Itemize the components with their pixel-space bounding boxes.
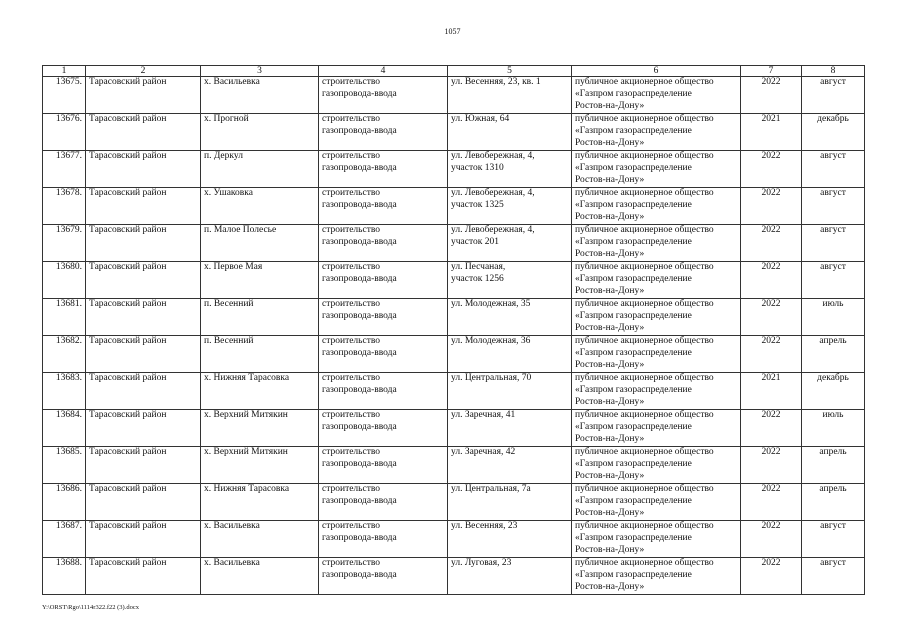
year-cell: 2022 [741, 410, 802, 447]
locality-cell: х. Васильевка [201, 558, 319, 595]
year-cell: 2022 [741, 262, 802, 299]
organization-cell: публичное акционерное общество «Газпром газораспределение Ростов-на-Дону» [572, 521, 741, 558]
column-header-7: 7 [741, 66, 802, 77]
organization-cell: публичное акционерное общество «Газпром газораспределение Ростов-на-Дону» [572, 114, 741, 151]
year-cell: 2022 [741, 336, 802, 373]
locality-cell: х. Верхний Митякин [201, 447, 319, 484]
month-cell: август [802, 77, 865, 114]
table-row [43, 299, 865, 336]
organization-cell: публичное акционерное общество «Газпром газораспределение Ростов-на-Дону» [572, 77, 741, 114]
locality-cell: п. Весенний [201, 299, 319, 336]
organization-cell: публичное акционерное общество «Газпром газораспределение Ростов-на-Дону» [572, 336, 741, 373]
month-cell: август [802, 558, 865, 595]
district-cell: Тарасовский район [86, 114, 201, 151]
row-number-cell: 13676. [43, 114, 86, 151]
row-number-cell: 13687. [43, 521, 86, 558]
locality-cell: х. Нижняя Тарасовка [201, 373, 319, 410]
month-cell: июль [802, 299, 865, 336]
work-type-cell: строительство газопровода-ввода [319, 410, 448, 447]
row-number-cell: 13688. [43, 558, 86, 595]
organization-cell: публичное акционерное общество «Газпром газораспределение Ростов-на-Дону» [572, 447, 741, 484]
address-cell: ул. Левобережная, 4, участок 1325 [448, 188, 572, 225]
table-row [43, 558, 865, 595]
address-cell: ул. Заречная, 42 [448, 447, 572, 484]
column-header-8: 8 [802, 66, 865, 77]
month-cell: апрель [802, 447, 865, 484]
month-cell: декабрь [802, 373, 865, 410]
work-type-cell: строительство газопровода-ввода [319, 114, 448, 151]
year-cell: 2021 [741, 114, 802, 151]
locality-cell: х. Прогной [201, 114, 319, 151]
organization-cell: публичное акционерное общество «Газпром газораспределение Ростов-на-Дону» [572, 225, 741, 262]
locality-cell: х. Васильевка [201, 77, 319, 114]
locality-cell: х. Первое Мая [201, 262, 319, 299]
work-type-cell: строительство газопровода-ввода [319, 151, 448, 188]
row-number-cell: 13681. [43, 299, 86, 336]
district-cell: Тарасовский район [86, 484, 201, 521]
organization-cell: публичное акционерное общество «Газпром газораспределение Ростов-на-Дону» [572, 299, 741, 336]
locality-cell: п. Малое Полесье [201, 225, 319, 262]
locality-cell: п. Весенний [201, 336, 319, 373]
address-cell: ул. Центральная, 70 [448, 373, 572, 410]
year-cell: 2022 [741, 447, 802, 484]
district-cell: Тарасовский район [86, 151, 201, 188]
organization-cell: публичное акционерное общество «Газпром газораспределение Ростов-на-Дону» [572, 373, 741, 410]
district-cell: Тарасовский район [86, 521, 201, 558]
address-cell: ул. Молодежная, 35 [448, 299, 572, 336]
year-cell: 2021 [741, 373, 802, 410]
month-cell: август [802, 225, 865, 262]
year-cell: 2022 [741, 521, 802, 558]
table-row [43, 336, 865, 373]
row-number-cell: 13675. [43, 77, 86, 114]
row-number-cell: 13682. [43, 336, 86, 373]
month-cell: август [802, 188, 865, 225]
table-body [43, 77, 865, 595]
district-cell: Тарасовский район [86, 558, 201, 595]
locality-cell: х. Ушаковка [201, 188, 319, 225]
work-type-cell: строительство газопровода-ввода [319, 521, 448, 558]
row-number-cell: 13680. [43, 262, 86, 299]
column-header-6: 6 [572, 66, 741, 77]
table-row [43, 410, 865, 447]
district-cell: Тарасовский район [86, 77, 201, 114]
month-cell: август [802, 262, 865, 299]
organization-cell: публичное акционерное общество «Газпром газораспределение Ростов-на-Дону» [572, 188, 741, 225]
month-cell: апрель [802, 336, 865, 373]
month-cell: июль [802, 410, 865, 447]
row-number-cell: 13678. [43, 188, 86, 225]
work-type-cell: строительство газопровода-ввода [319, 558, 448, 595]
file-path-footer: Y:\ORST\Rgo\1114r322.f22 (3).docx [42, 604, 139, 611]
table-row [43, 447, 865, 484]
row-number-cell: 13684. [43, 410, 86, 447]
column-header-1: 1 [43, 66, 86, 77]
work-type-cell: строительство газопровода-ввода [319, 225, 448, 262]
table-row [43, 114, 865, 151]
work-type-cell: строительство газопровода-ввода [319, 447, 448, 484]
organization-cell: публичное акционерное общество «Газпром газораспределение Ростов-на-Дону» [572, 262, 741, 299]
locality-cell: х. Васильевка [201, 521, 319, 558]
column-header-5: 5 [448, 66, 572, 77]
work-type-cell: строительство газопровода-ввода [319, 188, 448, 225]
address-cell: ул. Южная, 64 [448, 114, 572, 151]
row-number-cell: 13679. [43, 225, 86, 262]
year-cell: 2022 [741, 151, 802, 188]
organization-cell: публичное акционерное общество «Газпром газораспределение Ростов-на-Дону» [572, 558, 741, 595]
year-cell: 2022 [741, 77, 802, 114]
table-row [43, 521, 865, 558]
organization-cell: публичное акционерное общество «Газпром газораспределение Ростов-на-Дону» [572, 151, 741, 188]
address-cell: ул. Песчаная, участок 1256 [448, 262, 572, 299]
work-type-cell: строительство газопровода-ввода [319, 336, 448, 373]
district-cell: Тарасовский район [86, 188, 201, 225]
table-row [43, 151, 865, 188]
row-number-cell: 13677. [43, 151, 86, 188]
table-row [43, 77, 865, 114]
table-row [43, 484, 865, 521]
address-cell: ул. Левобережная, 4, участок 1310 [448, 151, 572, 188]
work-type-cell: строительство газопровода-ввода [319, 484, 448, 521]
work-type-cell: строительство газопровода-ввода [319, 299, 448, 336]
work-type-cell: строительство газопровода-ввода [319, 77, 448, 114]
month-cell: декабрь [802, 114, 865, 151]
address-cell: ул. Луговая, 23 [448, 558, 572, 595]
district-cell: Тарасовский район [86, 225, 201, 262]
address-cell: ул. Молодежная, 36 [448, 336, 572, 373]
row-number-cell: 13685. [43, 447, 86, 484]
address-cell: ул. Весенняя, 23, кв. 1 [448, 77, 572, 114]
year-cell: 2022 [741, 558, 802, 595]
year-cell: 2022 [741, 225, 802, 262]
column-number-row [43, 66, 865, 77]
district-cell: Тарасовский район [86, 299, 201, 336]
address-cell: ул. Центральная, 7а [448, 484, 572, 521]
works-table [42, 65, 865, 595]
year-cell: 2022 [741, 188, 802, 225]
month-cell: август [802, 521, 865, 558]
work-type-cell: строительство газопровода-ввода [319, 373, 448, 410]
locality-cell: х. Верхний Митякин [201, 410, 319, 447]
locality-cell: п. Деркул [201, 151, 319, 188]
district-cell: Тарасовский район [86, 336, 201, 373]
district-cell: Тарасовский район [86, 373, 201, 410]
column-header-4: 4 [319, 66, 448, 77]
table-row [43, 262, 865, 299]
month-cell: апрель [802, 484, 865, 521]
work-type-cell: строительство газопровода-ввода [319, 262, 448, 299]
district-cell: Тарасовский район [86, 447, 201, 484]
page-number: 1057 [444, 27, 461, 36]
organization-cell: публичное акционерное общество «Газпром газораспределение Ростов-на-Дону» [572, 410, 741, 447]
table-row [43, 225, 865, 262]
row-number-cell: 13683. [43, 373, 86, 410]
organization-cell: публичное акционерное общество «Газпром газораспределение Ростов-на-Дону» [572, 484, 741, 521]
column-header-2: 2 [86, 66, 201, 77]
month-cell: август [802, 151, 865, 188]
district-cell: Тарасовский район [86, 262, 201, 299]
district-cell: Тарасовский район [86, 410, 201, 447]
column-header-3: 3 [201, 66, 319, 77]
table-row [43, 373, 865, 410]
locality-cell: х. Нижняя Тарасовка [201, 484, 319, 521]
address-cell: ул. Левобережная, 4, участок 201 [448, 225, 572, 262]
address-cell: ул. Заречная, 41 [448, 410, 572, 447]
table-row [43, 188, 865, 225]
year-cell: 2022 [741, 299, 802, 336]
year-cell: 2022 [741, 484, 802, 521]
row-number-cell: 13686. [43, 484, 86, 521]
address-cell: ул. Весенняя, 23 [448, 521, 572, 558]
